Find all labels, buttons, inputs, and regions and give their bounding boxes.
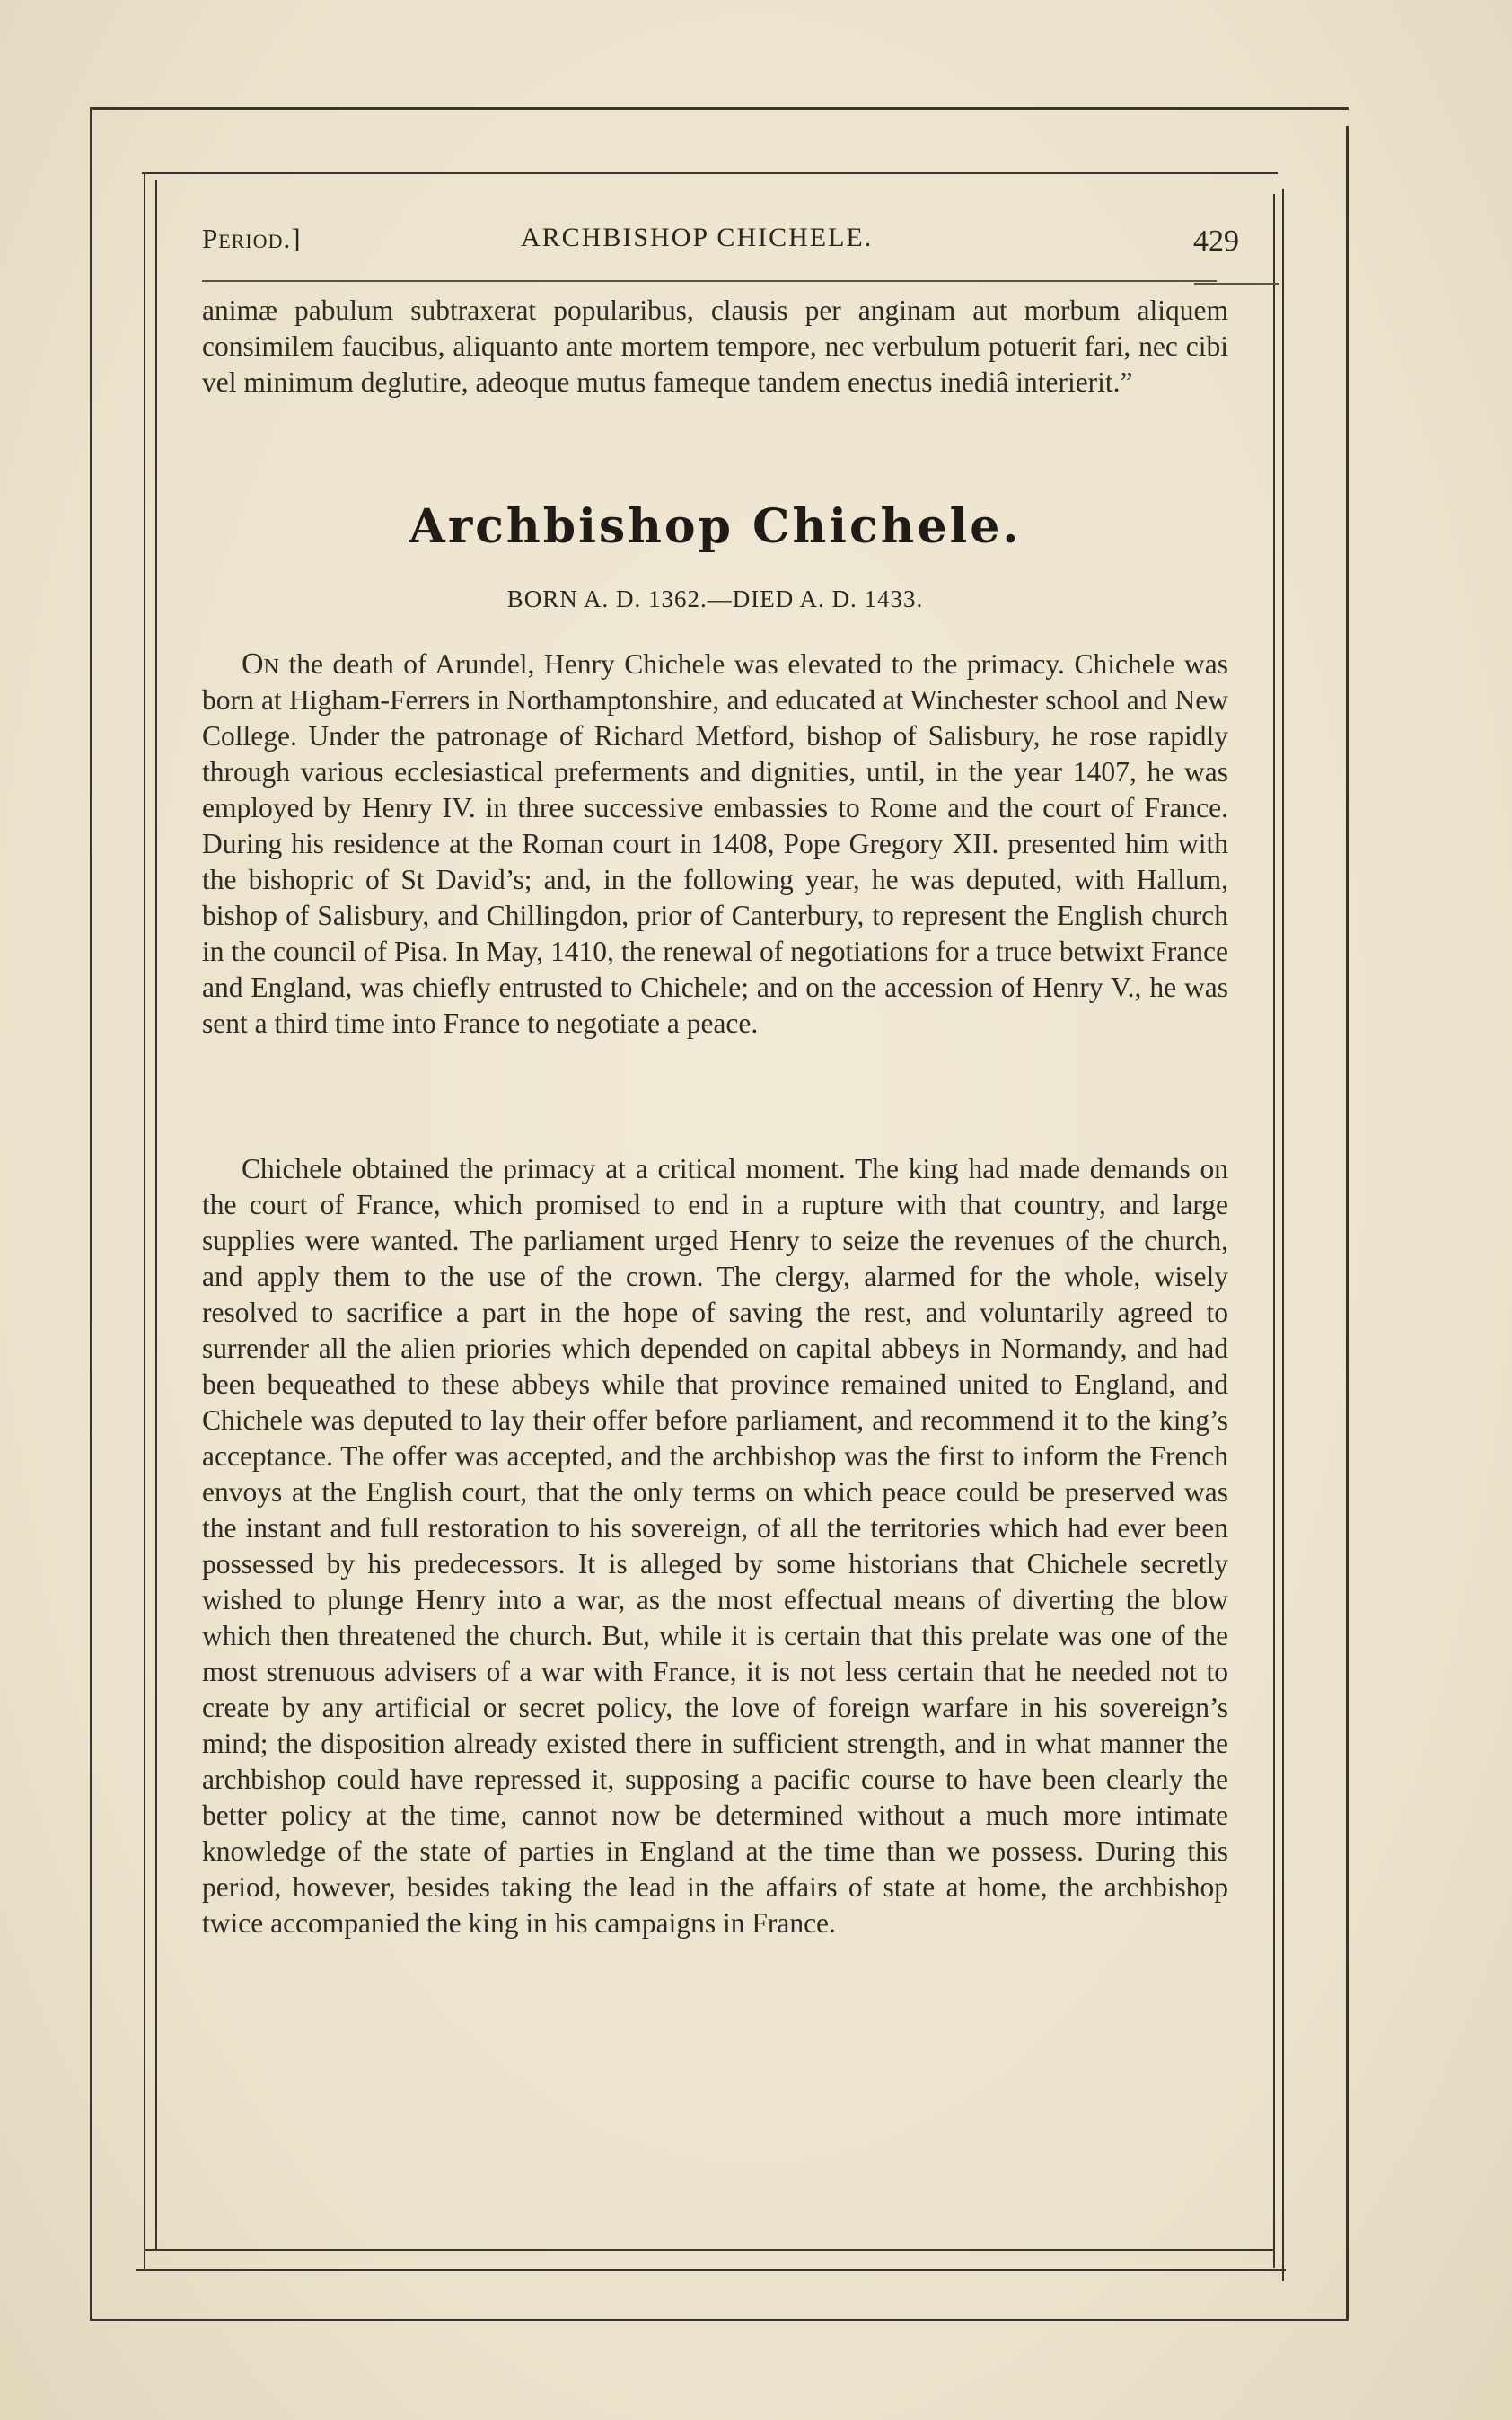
page-number: 429 xyxy=(1193,224,1239,258)
running-head-left: Period.] xyxy=(202,223,302,254)
inner-frame-left-outer xyxy=(144,172,145,2269)
paragraph-2 xyxy=(202,1151,1228,1941)
inner-frame-bottom-outer xyxy=(136,2269,1286,2271)
inner-frame-right xyxy=(1273,194,1275,2268)
running-head xyxy=(202,223,1239,262)
outer-frame-left xyxy=(90,107,92,2321)
running-head-title: ARCHBISHOP CHICHELE. xyxy=(521,223,874,252)
outer-frame-top xyxy=(90,107,1349,110)
inner-frame-right-outer xyxy=(1282,189,1284,2281)
inner-frame-left xyxy=(155,180,157,2249)
paragraph-2-text: Chichele obtained the primacy at a critical moment. The king had made demands on the court of France, which promised to end in a rupture with that country, and large supplies were wanted. The parliament urged Henry to seize the revenues of the church, and apply them to the use of the crown. The clergy, alarmed for the whole, wisely resolved to sacrifice a part in the hope of saving the rest, and voluntarily agreed to surrender all the alien priories which depended on capital abbeys in Normandy, and had been bequeathed to these abbeys while that province remained united to England, and Chichele was deputed to lay their offer before parliament, and recommend it to the king’s acceptance. The offer was accepted, and the archbishop was the first to inform the French envoys at the English court, that the only terms on which peace could be preserved was the instant and full restoration to his sovereign, of all the territories which had ever been possessed by his predecessors. It is alleged by some historians that Chichele secretly wished to plunge Henry into a war, as the most effectual means of diverting the blow which then threatened the church. But, while it is certain that this prelate was one of the most strenuous advisers of a war with France, it is not less certain that he needed not to create by any artificial or secret policy, the love of foreign warfare in his sovereign’s mind; the disposition already existed there in sufficient strength, and in what manner the archbishop could have repressed it, supposing a pacific course to have been clearly the better policy at the time, cannot now be determined without a much more intimate knowledge of the state of parties in England at the time than we possess. During this period, however, besides taking the lead in the affairs of state at home, the archbishop twice accompanied the king in his campaigns in France. xyxy=(202,1153,1228,1939)
latin-quote-text: animæ pabulum subtraxerat popularibus, clausis per anginam aut morbum aliquem consimilem faucibus, aliquanto ante mortem tempore, nec verbulum potuerit fari, nec cibi vel minimum deglutire, adeoque mutus fameque tandem enectus inediâ interierit.” xyxy=(202,295,1228,398)
inner-frame-top xyxy=(142,172,1278,174)
birth-death-dates: BORN A. D. 1362.—DIED A. D. 1433. xyxy=(506,585,924,612)
inner-frame-bottom xyxy=(144,2249,1275,2251)
header-rule-short xyxy=(1194,283,1279,285)
latin-quote xyxy=(202,293,1228,400)
header-rule xyxy=(202,280,1217,282)
paragraph-1-text xyxy=(202,647,1228,1042)
paragraph-1 xyxy=(202,647,1228,1042)
paragraph-1-lead: On xyxy=(242,647,279,681)
paragraph-1-body: the death of Arundel, Henry Chichele was elevated to the primacy. Chichele was born at Higham-Ferrers in Northamptonshire, and educated at Winchester school and New College. Under the patronage of Richard Metford, bishop of Salisbury, he rose rapidly through various ecclesiastical preferments and dignities, until, in the year 1407, he was employed by Henry IV. in three successive embassies to Rome and the court of France. During his residence at the Roman court in 1408, Pope Gregory XII. presented him with the bishopric of St David’s; and, in the following year, he was deputed, with Hallum, bishop of Salisbury, and Chillingdon, prior of Canterbury, to represent the English church in the council of Pisa. In May, 1410, the renewal of negotiations for a truce betwixt France and England, was chiefly entrusted to Chichele; and on the accession of Henry V., he was sent a third time into France to negotiate a peace. xyxy=(202,648,1228,1039)
outer-frame-bottom xyxy=(90,2319,1349,2321)
outer-frame-right xyxy=(1346,126,1349,2321)
section-title: Archbishop Chichele. xyxy=(409,499,1022,554)
